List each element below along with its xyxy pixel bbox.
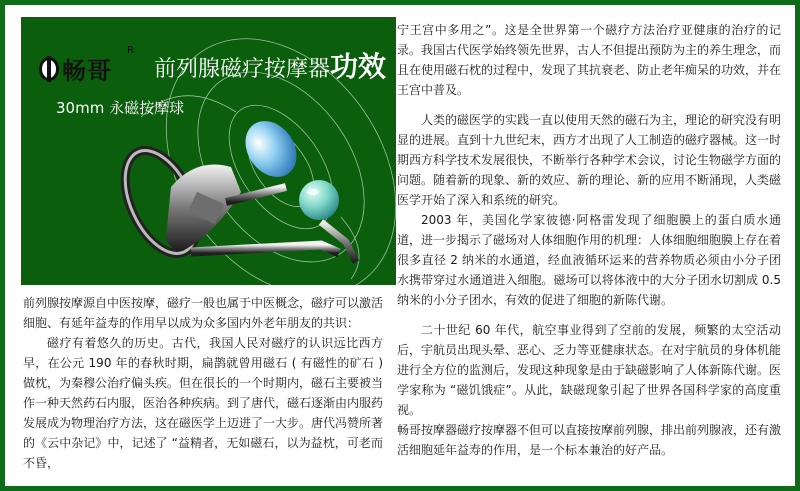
right-column [397,20,781,460]
history-continued-paragraph: 宁王宫中多用之”。这是全世界第一个磁疗方法治疗亚健康的治疗的记录。我国古代医学始终领先世界，古人不但提出预防为主的养生理念，而且在使用磁石枕的过程中，发现了其抗衰老、防止老年痴呆的功效，并在王宫中普及。 [397,23,782,97]
logo-text: 畅哥 [62,56,112,85]
history-paragraph: 磁疗有着悠久的历史。古代，我国人民对磁疗的认识远比西方早，在公元 190 年的春秋时期，扁鹊就曾用磁石 ( 有磁性的矿石 ) 做枕，为秦穆公治疗偏头疾。但在很长的一个时期内，磁石主要被当作一种天然药石内服，医治各种疾病。到了唐代，磁石逐渐由内服药发展成为物理治疗方法，这在磁医学上迈进了一大步。唐代冯赞所著的《云中杂记》中，记述了 “益精者，无如磁石，以为益枕，可老而不昏， [23,336,384,470]
brand-logo [39,45,134,86]
water-channel-paragraph: 2003 年，美国化学家彼德·阿格雷发现了细胞膜上的蛋白质水通道，进一步揭示了磁场对人体细胞作用的机理：人体细胞细胞膜上存在着很多直径 2 纳米的水通道，经血液循环运来的营养物质必须由小分子团水携带穿过水通道进入细胞。磁场可以将体液中的大分子团水切割成 0.5 纳米的小分子团水，有效的促进了细胞的新陈代谢。 [397,213,782,307]
banner-title-main: 前列腺磁疗按摩器 [154,57,331,82]
banner-title [154,45,386,85]
product-banner [21,17,396,285]
banner-subtitle: 30mm 永磁按摩球 [56,99,185,117]
logo-mark-icon [39,57,59,81]
product-summary-paragraph: 畅哥按摩器磁疗按摩器不但可以直接按摩前列腺，排出前列腺液，还有激活细胞延年益寿的作用，是一个标本兼治的好产品。 [397,423,782,457]
banner-title-big: 功效 [330,50,387,83]
registered-mark: R [127,45,134,56]
intro-paragraph: 前列腺按摩源自中医按摩，磁疗一般也属于中医概念，磁疗可以激活细胞、有延年益寿的作用早以成为众多国内外老年朋友的共识： [23,296,384,330]
left-column [23,293,383,473]
western-research-paragraph: 人类的磁医学的实践一直以使用天然的磁石为主，理论的研究没有明显的进展。直到十九世纪末，西方才出现了人工制造的磁疗器械。这一时期西方科学技术发展很快，不断举行各种学术会议，讨论生物磁学方面的问题。随着新的现象、新的效应、新的理论、新的应用不断涌现，人类磁医学开始了深入和系统的研究。 [397,113,782,207]
space-program-paragraph: 二十世纪 60 年代，航空事业得到了空前的发展，频繁的太空活动后，宇航员出现头晕、恶心、乏力等亚健康状态。在对宇航员的身体机能进行全方位的监测后，发现这种现象是由于缺磁影响了人体新陈代谢。医学家称为 “磁饥饿症”。从此，缺磁现象引起了世界各国科学家的高度重视。 [397,323,782,417]
